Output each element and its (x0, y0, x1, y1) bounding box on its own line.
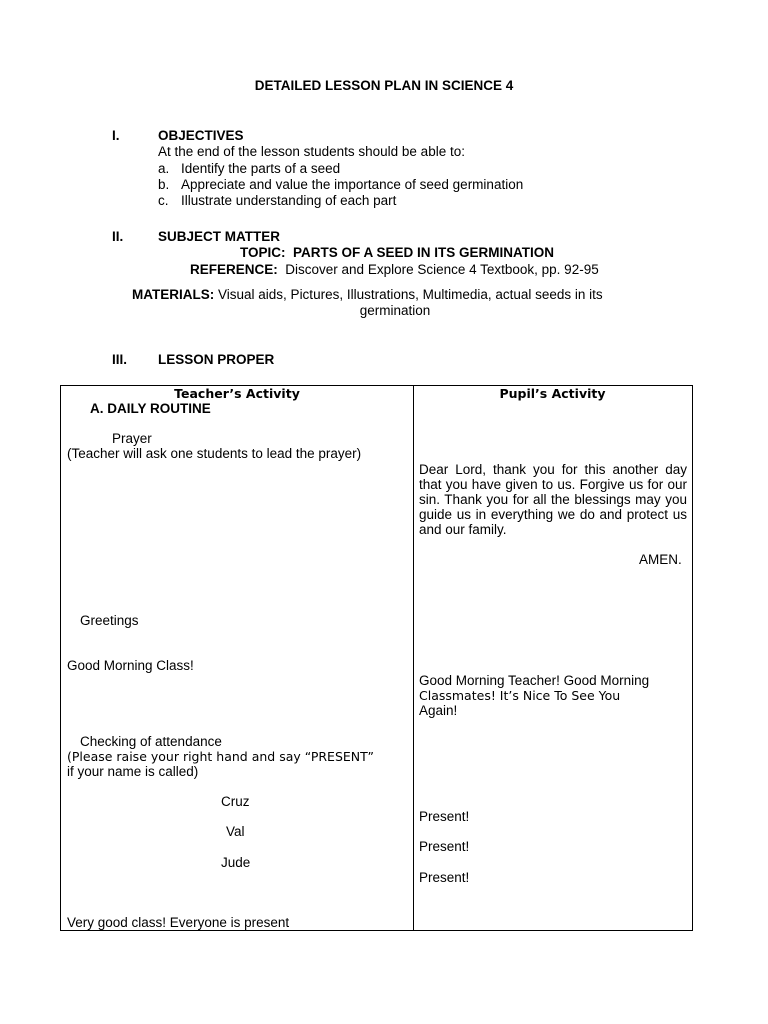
lesson-proper-numeral: III. (112, 352, 128, 367)
materials-label: MATERIALS: (132, 287, 215, 302)
subject-matter-heading: SUBJECT MATTER (158, 229, 281, 244)
pupil-response: Present! (419, 809, 470, 824)
pupil-greeting: Good Morning Teacher! Good Morning (419, 673, 650, 688)
objective-marker: c. (158, 193, 169, 208)
attendance-instruction-continued: if your name is called) (67, 764, 199, 779)
pupil-prayer: Dear Lord, thank you for this another day that you have given to us. Forgive us for our sin. Thank you for all the blessings may you guide us in everything we do and protect us and our family. (419, 462, 687, 537)
prayer-instruction: (Teacher will ask one students to lead the prayer) (67, 446, 362, 461)
objectives-intro: At the end of the lesson students should be able to: (158, 144, 465, 159)
topic-label: TOPIC: (240, 245, 286, 260)
prayer-label: Prayer (112, 431, 152, 446)
objective-item: Appreciate and value the importance of seed germination (181, 177, 524, 192)
pupil-response: Present! (419, 870, 470, 885)
student-name: Val (226, 824, 245, 839)
amen-text: AMEN. (639, 552, 682, 567)
teacher-greeting: Good Morning Class! (67, 658, 194, 673)
subject-matter-numeral: II. (112, 229, 124, 244)
lesson-proper-heading: LESSON PROPER (158, 352, 275, 367)
topic-line (240, 245, 554, 260)
materials-value: Visual aids, Pictures, Illustrations, Multimedia, actual seeds in its (218, 287, 603, 302)
objectives-numeral: I. (112, 128, 120, 143)
column-divider (413, 386, 414, 930)
pupil-greeting-end: Again! (419, 703, 458, 718)
objective-marker: b. (158, 177, 170, 192)
student-name: Cruz (221, 794, 250, 809)
objective-item: Illustrate understanding of each part (181, 193, 397, 208)
objective-item: Identify the parts of a seed (181, 161, 341, 176)
pupil-response: Present! (419, 839, 470, 854)
attendance-instruction: (Please raise your right hand and say “PRESENT” (67, 749, 374, 764)
attendance-label: Checking of attendance (80, 734, 222, 749)
student-name: Jude (221, 855, 251, 870)
materials-line (132, 287, 603, 302)
reference-value: Discover and Explore Science 4 Textbook, pp. 92-95 (285, 262, 599, 277)
reference-line (190, 262, 599, 277)
materials-value-continued: germination (359, 303, 431, 318)
reference-label: REFERENCE: (190, 262, 278, 277)
greetings-label: Greetings (80, 613, 139, 628)
pupil-greeting-continued: Classmates! It’s Nice To See You (419, 688, 621, 703)
objective-marker: a. (158, 161, 170, 176)
page-title: DETAILED LESSON PLAN IN SCIENCE 4 (254, 78, 514, 93)
daily-routine-heading: A. DAILY ROUTINE (90, 401, 211, 416)
teacher-activity-header: Teacher’s Activity (174, 386, 300, 401)
activity-table (60, 385, 693, 931)
topic-value: PARTS OF A SEED IN ITS GERMINATION (293, 245, 555, 260)
pupil-activity-header: Pupil’s Activity (499, 386, 606, 401)
objectives-heading: OBJECTIVES (158, 128, 244, 143)
closing-remark: Very good class! Everyone is present (67, 915, 290, 930)
